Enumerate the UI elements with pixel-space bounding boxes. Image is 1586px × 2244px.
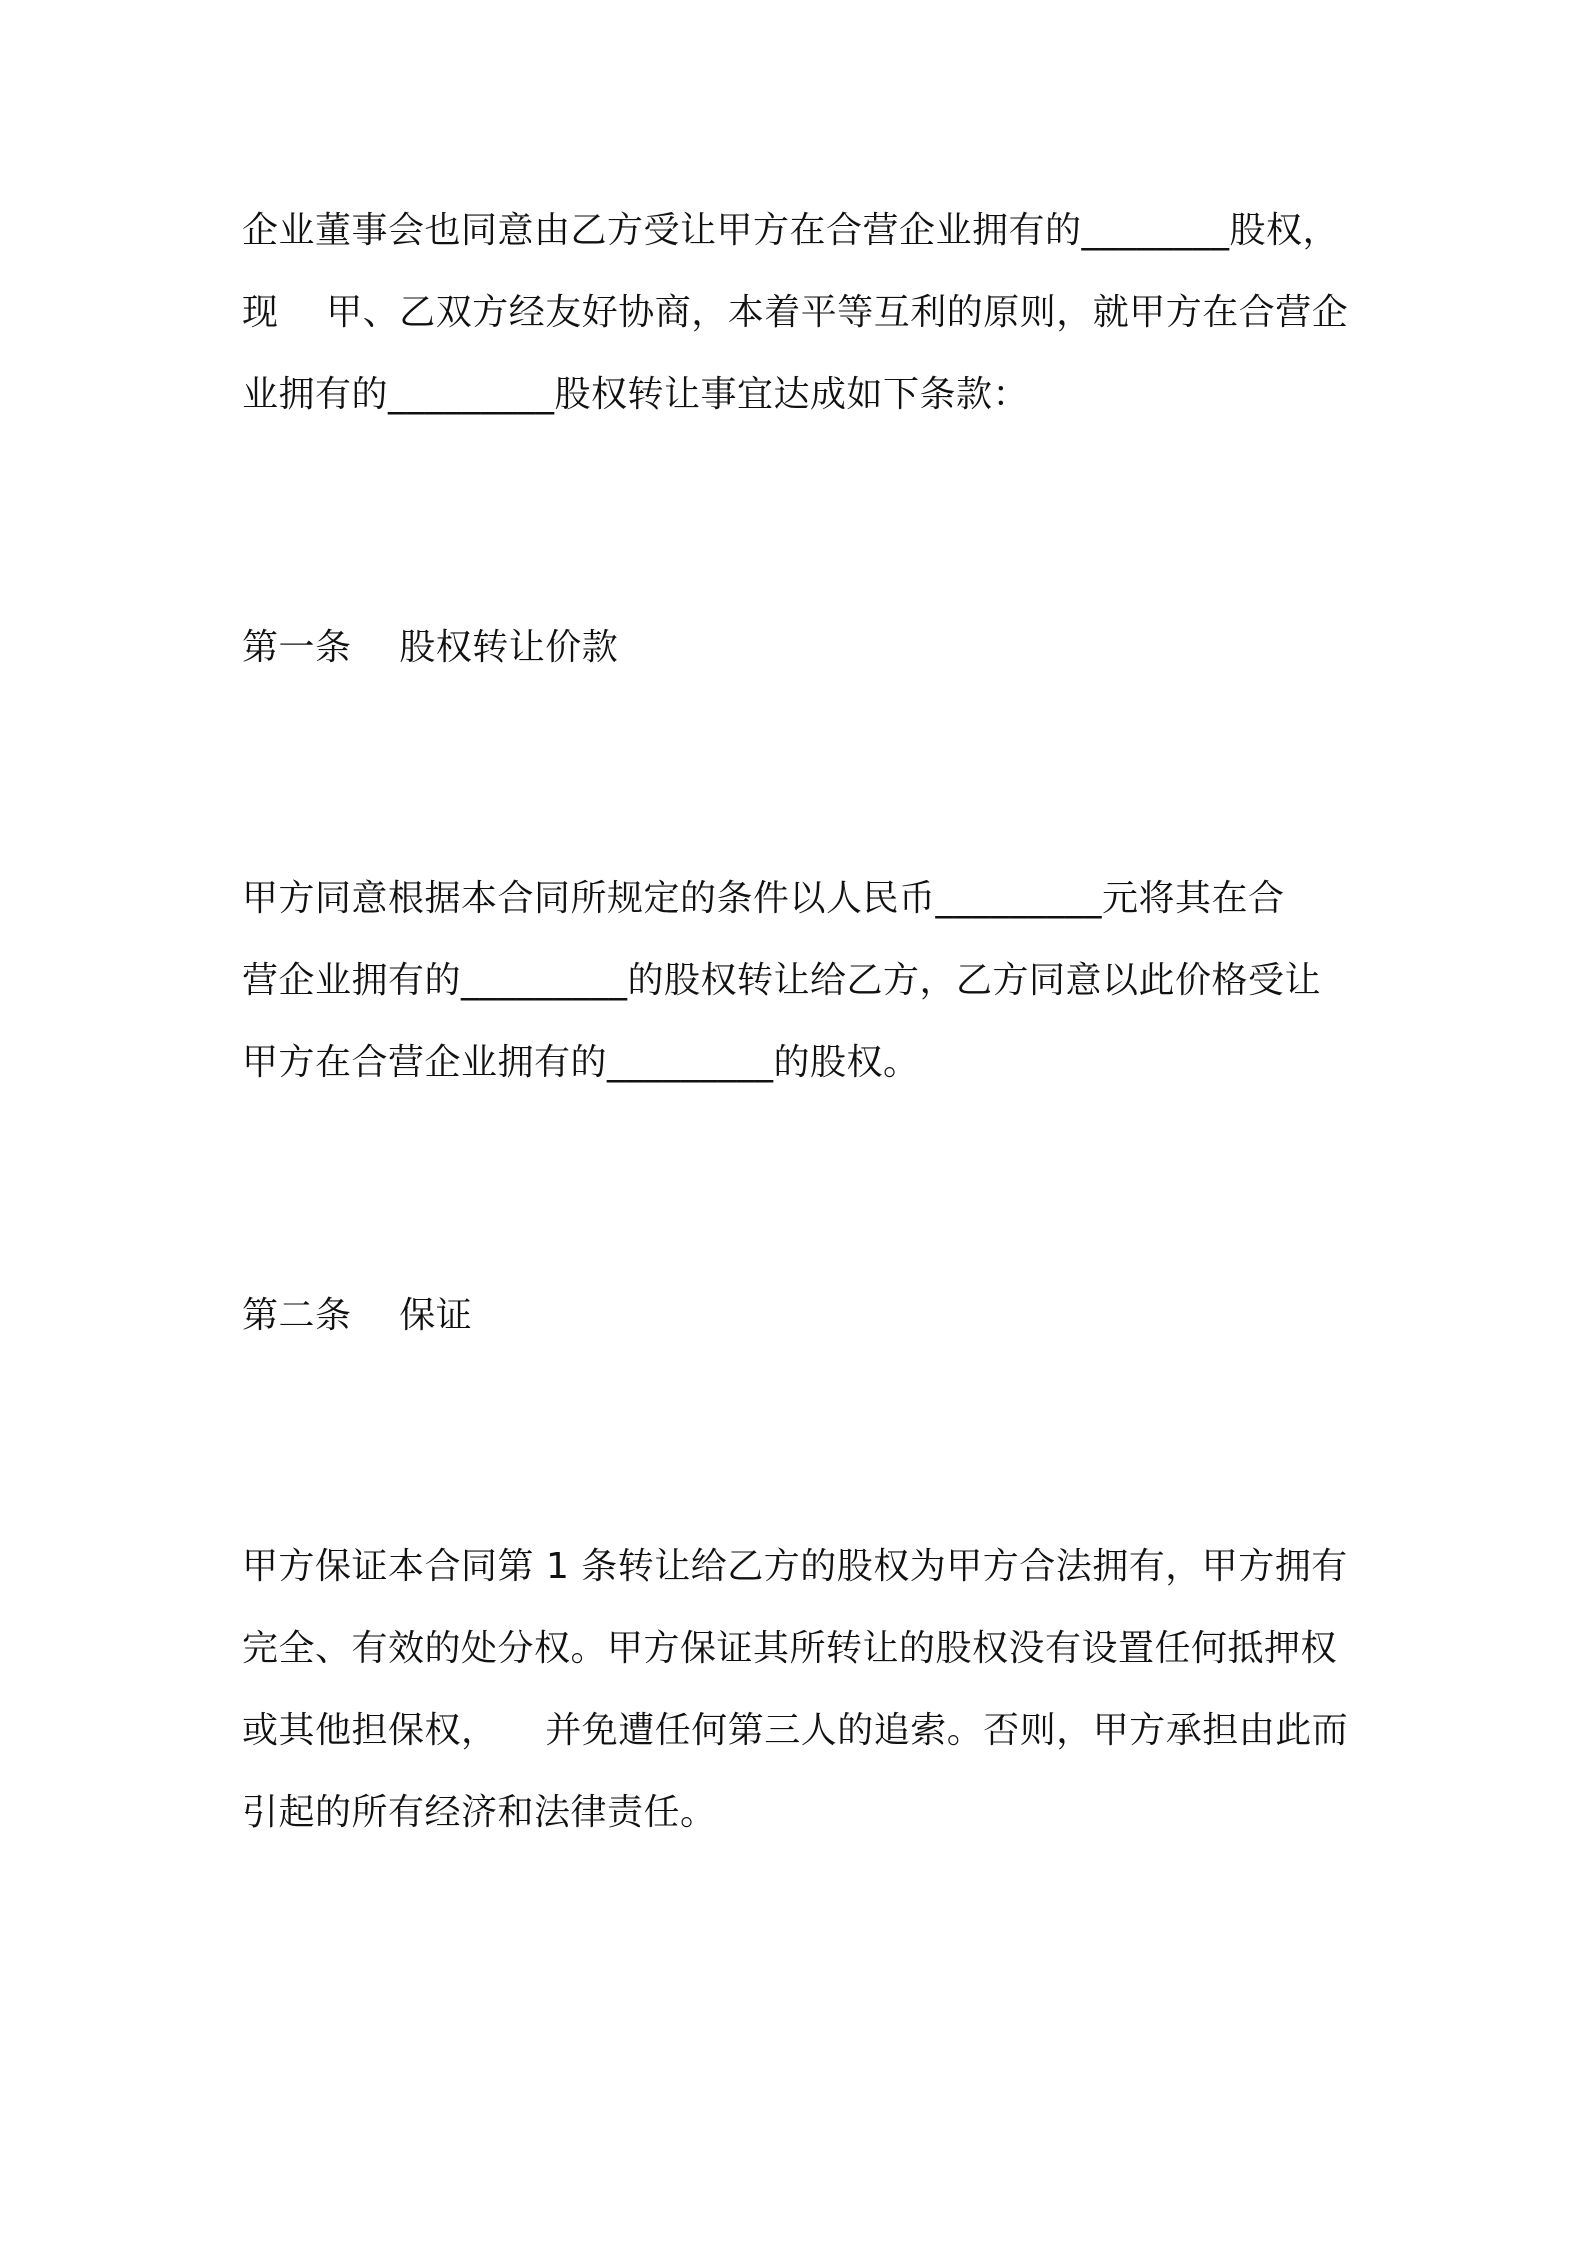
article-2-line: 甲方保证本合同第 1 条转让给乙方的股权为甲方合法拥有，甲方拥有 <box>242 1546 1348 1587</box>
intro-line: 企业董事会也同意由乙方受让甲方在合营企业拥有的________股权， <box>242 210 1340 251</box>
article-2-line: 或其他担保权， 并免遭任何第三人的追索。否则，甲方承担由此而 <box>242 1710 1349 1751</box>
article-2-line: 引起的所有经济和法律责任。 <box>242 1792 717 1833</box>
article-1-line: 甲方在合营企业拥有的_________的股权。 <box>242 1042 920 1083</box>
article-1-line: 甲方同意根据本合同所规定的条件以人民币_________元将其在合 <box>242 878 1285 919</box>
intro-line: 业拥有的_________股权转让事宜达成如下条款： <box>242 374 1030 415</box>
article-1-heading: 第一条 股权转让价款 <box>242 627 619 668</box>
article-2-heading: 第二条 保证 <box>242 1295 473 1336</box>
intro-line: 现 甲、乙双方经友好协商，本着平等互利的原则，就甲方在合营企 <box>242 292 1349 333</box>
article-2-line: 完全、有效的处分权。甲方保证其所转让的股权没有设置任何抵押权 <box>242 1628 1338 1669</box>
article-1-line: 营企业拥有的_________的股权转让给乙方，乙方同意以此价格受让 <box>242 960 1322 1001</box>
